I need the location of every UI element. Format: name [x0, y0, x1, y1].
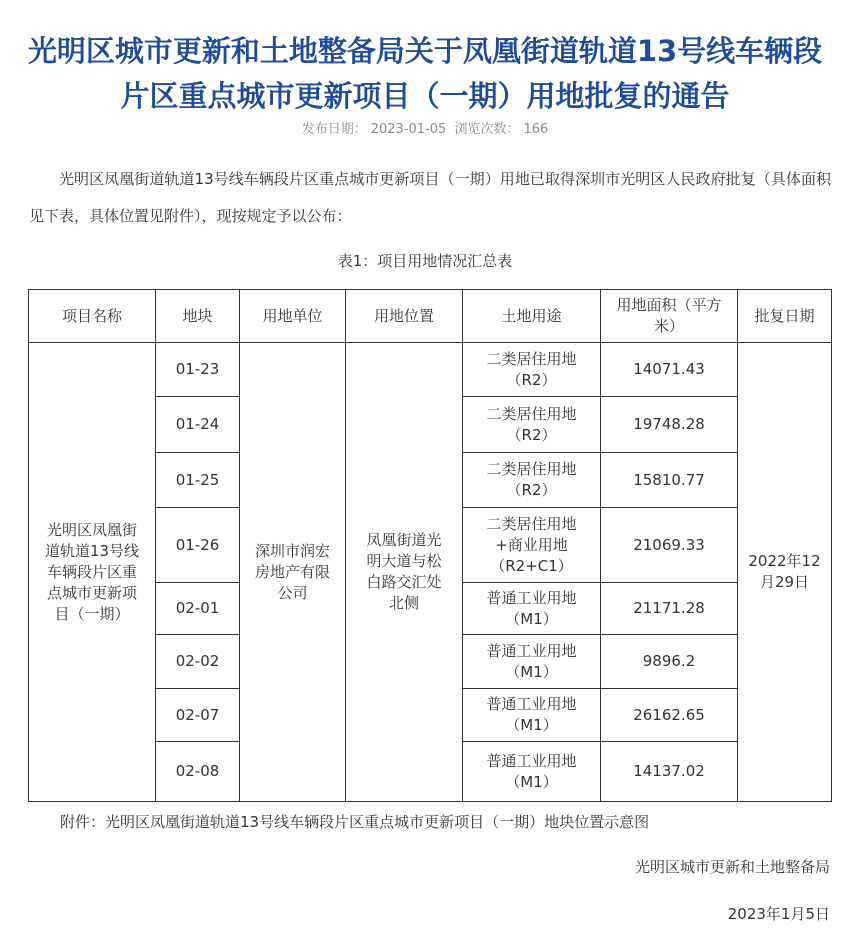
area-cell: 14137.02 — [601, 742, 738, 802]
attachment-link[interactable]: 附件：光明区凤凰街道轨道13号线车辆段片区重点城市更新项目（一期）地块位置示意图 — [60, 813, 650, 831]
usage-cell: 二类居住用地+商业用地（R2+C1） — [463, 508, 601, 583]
plot-cell: 02-02 — [156, 635, 240, 689]
header-approval-date: 批复日期 — [738, 290, 832, 343]
area-cell: 9896.2 — [601, 635, 738, 689]
body-paragraph: 光明区凤凰街道轨道13号线车辆段片区重点城市更新项目（一期）用地已取得深圳市光明区人民政府批复（具体面积见下表，具体位置见附件），现按规定予以公布： — [29, 170, 831, 225]
header-plot: 地块 — [156, 290, 240, 343]
article-meta — [0, 118, 850, 137]
header-land-unit: 用地单位 — [240, 290, 346, 343]
land-unit-cell: 深圳市润宏房地产有限公司 — [240, 343, 346, 802]
signature-date: 2023年1月5日 — [727, 905, 830, 923]
plot-cell: 02-08 — [156, 742, 240, 802]
page-title: 光明区城市更新和土地整备局关于凤凰街道轨道13号线车辆段片区重点城市更新项目（一期）用地批复的通告 — [27, 34, 823, 114]
area-cell: 26162.65 — [601, 689, 738, 742]
plot-cell: 02-07 — [156, 689, 240, 742]
usage-cell: 普通工业用地（M1） — [463, 742, 601, 802]
area-cell: 21171.28 — [601, 583, 738, 635]
views-count: 166 — [523, 122, 549, 137]
area-cell: 15810.77 — [601, 453, 738, 508]
area-cell: 14071.43 — [601, 343, 738, 397]
header-land-area: 用地面积（平方米） — [601, 290, 738, 343]
header-project-name: 项目名称 — [29, 290, 156, 343]
area-cell: 21069.33 — [601, 508, 738, 583]
usage-cell: 普通工业用地（M1） — [463, 583, 601, 635]
table-caption: 表1：项目用地情况汇总表 — [337, 252, 513, 270]
area-cell: 19748.28 — [601, 397, 738, 453]
approval-date-cell: 2022年12月29日 — [738, 343, 832, 802]
plot-cell: 01-24 — [156, 397, 240, 453]
signature-org: 光明区城市更新和土地整备局 — [634, 858, 830, 876]
usage-cell: 普通工业用地（M1） — [463, 689, 601, 742]
publish-date-label: 发布日期： — [301, 122, 367, 137]
plot-cell: 01-25 — [156, 453, 240, 508]
usage-cell: 二类居住用地（R2） — [463, 453, 601, 508]
publish-date: 2023-01-05 — [370, 122, 447, 137]
plot-cell: 01-26 — [156, 508, 240, 583]
usage-cell: 普通工业用地（M1） — [463, 635, 601, 689]
land-location-cell: 凤凰街道光明大道与松白路交汇处北侧 — [346, 343, 463, 802]
table-header-row — [29, 290, 832, 343]
header-land-location: 用地位置 — [346, 290, 463, 343]
views-label: 浏览次数： — [454, 122, 520, 137]
project-name-cell: 光明区凤凰街道轨道13号线车辆段片区重点城市更新项目（一期） — [29, 343, 156, 802]
land-use-table — [28, 289, 832, 802]
header-land-usage: 土地用途 — [463, 290, 601, 343]
usage-cell: 二类居住用地（R2） — [463, 343, 601, 397]
usage-cell: 二类居住用地（R2） — [463, 397, 601, 453]
plot-cell: 02-01 — [156, 583, 240, 635]
table-row — [29, 343, 832, 397]
plot-cell: 01-23 — [156, 343, 240, 397]
